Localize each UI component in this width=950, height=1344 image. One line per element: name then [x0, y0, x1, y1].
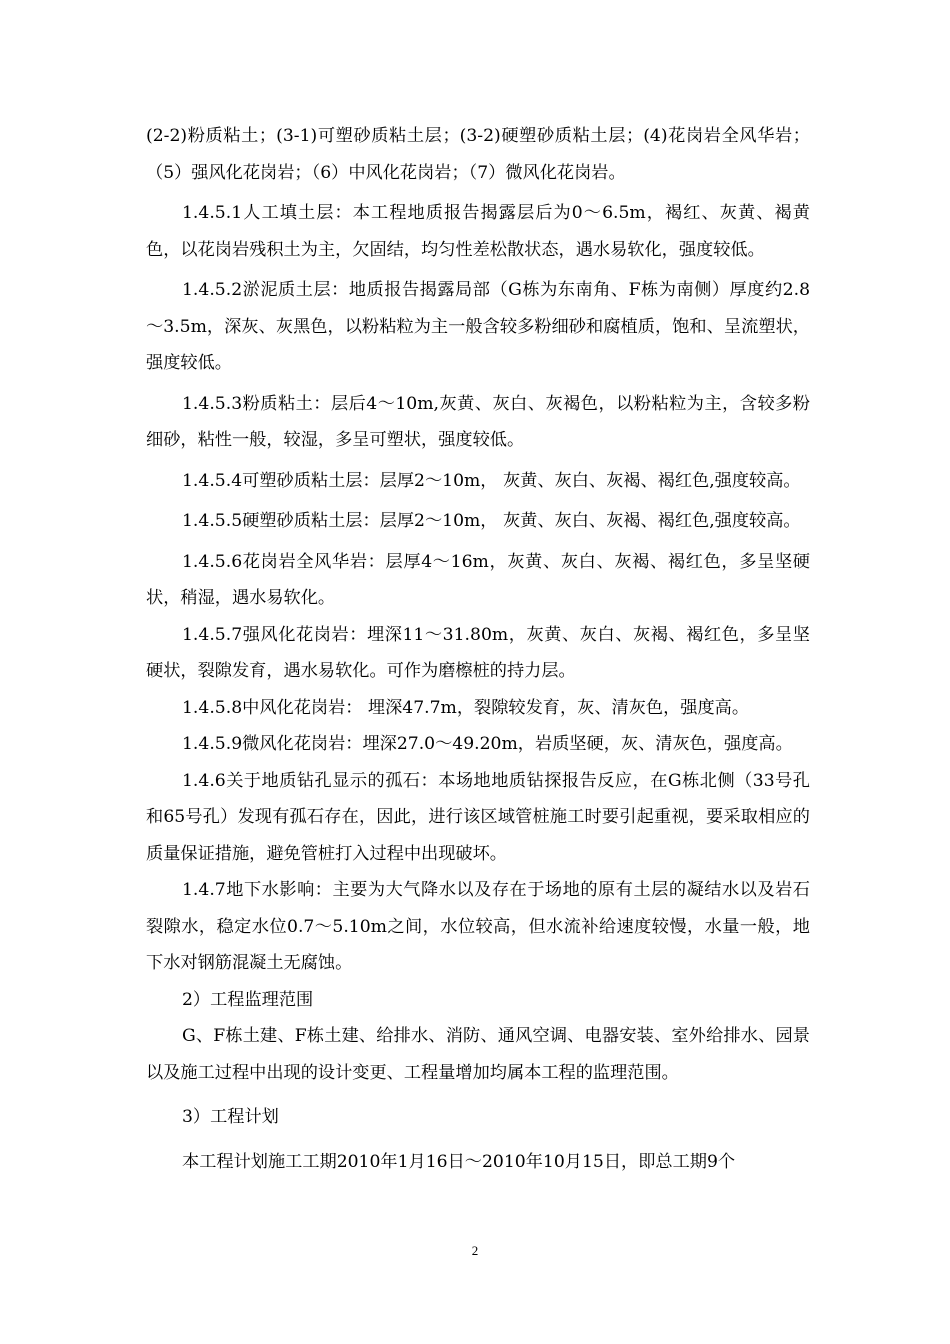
- paragraph-1-4-5-7: 1.4.5.7强风化花岗岩：埋深11～31.80m，灰黄、灰白、灰褐、褐红色，多呈坚硬状，裂隙发育，遇水易软化。可作为磨檫桩的持力层。: [146, 624, 810, 681]
- paragraph-1-4-5-4: 1.4.5.4可塑砂质粘土层：层厚2～10m， 灰黄、灰白、灰褐、褐红色,强度较高。: [182, 470, 801, 491]
- paragraph-1-4-5-8: 1.4.5.8中风化花岗岩： 埋深47.7m，裂隙较发育，灰、清灰色，强度高。: [182, 697, 750, 718]
- paragraph-1-4-5-6: 1.4.5.6花岗岩全风华岩：层厚4～16m，灰黄、灰白、灰褐、褐红色，多呈坚硬状，稍湿，遇水易软化。: [146, 551, 810, 608]
- paragraph-1-4-7: 1.4.7地下水影响：主要为大气降水以及存在于场地的原有土层的凝结水以及岩石裂隙水，稳定水位0.7～5.10m之间，水位较高，但水流补给速度较慢，水量一般，地下水对钢筋混凝土无腐蚀。: [146, 880, 810, 973]
- paragraph-1-4-5-1: 1.4.5.1人工填土层：本工程地质报告揭露层后为0～6.5m，褐红、灰黄、褐黄色，以花岗岩残积土为主，欠固结，均匀性差松散状态，遇水易软化，强度较低。: [146, 203, 810, 260]
- paragraph-1-4-6: 1.4.6关于地质钻孔显示的孤石：本场地地质钻探报告反应，在G栋北侧（33号孔和65号孔）发现有孤石存在，因此，进行该区域管桩施工时要引起重视，要采取相应的质量保证措施，避免管桩打入过程中出现破坏。: [146, 770, 810, 864]
- paragraph-1-4-5-2: 1.4.5.2淤泥质土层：地质报告揭露局部（G栋为东南角、F栋为南侧）厚度约2.8～3.5m，深灰、灰黑色，以粉粘粒为主一般含较多粉细砂和腐植质，饱和、呈流塑状，强度较低。: [146, 280, 810, 373]
- paragraph-1-4-5-3: 1.4.5.3粉质粘土：层后4～10m,灰黄、灰白、灰褐色，以粉粘粒为主，含较多粉细砂，粘性一般，较湿，多呈可塑状，强度较低。: [146, 393, 810, 450]
- paragraph-1-4-5-9: 1.4.5.9微风化花岗岩：埋深27.0～49.20m，岩质坚硬，灰、清灰色，强度高。: [182, 734, 793, 754]
- paragraph-1-4-5-5: 1.4.5.5硬塑砂质粘土层：层厚2～10m， 灰黄、灰白、灰褐、褐红色,强度较高。: [182, 511, 801, 531]
- paragraph-supervision-scope: G、F栋土建、F栋土建、给排水、消防、通风空调、电器安装、室外给排水、园景以及施工过程中出现的设计变更、工程量增加均属本工程的监理范围。: [146, 1026, 810, 1083]
- section-heading-supervision-scope: 2）工程监理范围: [182, 989, 314, 1010]
- page-number: 2: [471, 1243, 479, 1258]
- section-heading-project-plan: 3）工程计划: [182, 1107, 279, 1127]
- body-text: [146, 118, 810, 1180]
- paragraph-soil-layers-list: (2-2)粉质粘土；(3-1)可塑砂质粘土层；(3-2)硬塑砂质粘土层；(4)花岗岩全风华岩；（5）强风化花岗岩；（6）中风化花岗岩；（7）微风化花岗岩。: [146, 126, 810, 183]
- paragraph-project-plan: 本工程计划施工工期2010年1月16日～2010年10月15日，即总工期9个: [182, 1151, 736, 1172]
